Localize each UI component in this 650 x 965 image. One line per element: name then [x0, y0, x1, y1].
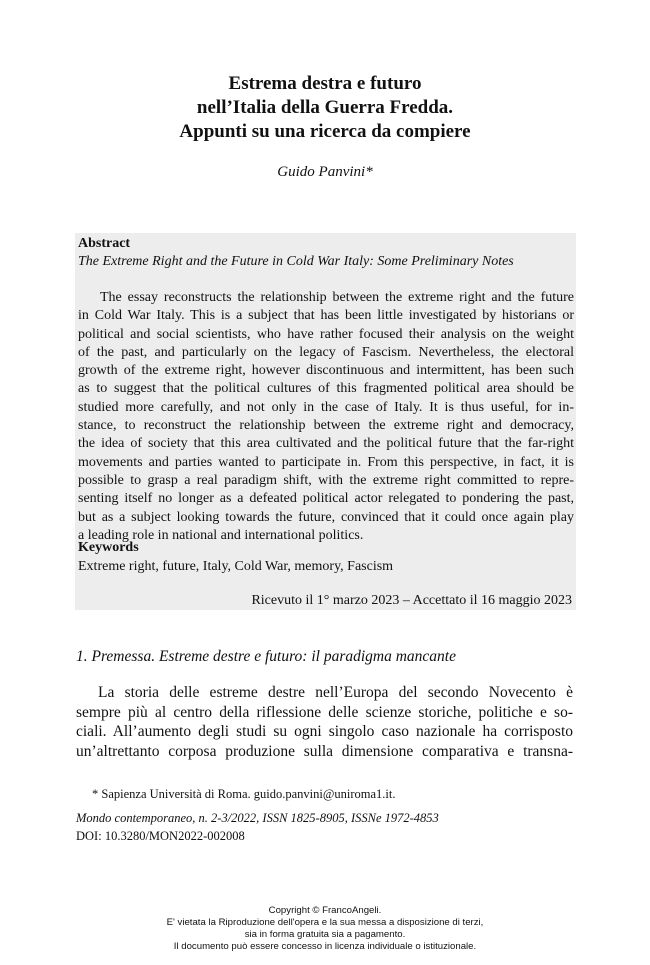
- copyright-line: Copyright © FrancoAngeli.: [268, 905, 382, 916]
- abstract-box: [75, 233, 576, 610]
- title-line-3: Appunti su una ricerca da compiere: [179, 121, 471, 142]
- abstract-body: [78, 289, 574, 545]
- copyright-line: sia in forma gratuita sia a pagamento.: [244, 929, 406, 940]
- abstract-line: of the past, and particularly on the legacy of Fascism. Nevertheless, the electoral: [78, 344, 574, 360]
- section-heading: [76, 648, 456, 666]
- article-title: [0, 72, 650, 144]
- abstract-line: a leading role in national and international politics.: [78, 527, 364, 543]
- body-paragraph: [76, 683, 573, 761]
- section-title-main: Premessa. Estreme destre e futuro: [91, 648, 303, 665]
- author-name: Guido Panvini*: [277, 164, 373, 180]
- abstract-line: growth of the extreme right, however discontinuous and intermittent, has been such: [78, 363, 574, 379]
- copyright-line: Il documento può essere concesso in licenza individuale o istituzionale.: [173, 941, 477, 952]
- copyright-line: E' vietata la Riproduzione dell'opera e la sua messa a disposizione di terzi,: [166, 917, 484, 928]
- abstract-line: The essay reconstructs the relationship between the extreme right and the future: [100, 290, 574, 305]
- abstract-line: political and social scientists, who have rather focused their analysis on the weight: [78, 326, 574, 342]
- abstract-line: as to suggest that the political cultures of this fragmented political area should be: [78, 381, 574, 397]
- abstract-line: stance, to reconstruct the relationship between the extreme right and democracy,: [78, 418, 574, 434]
- abstract-line: possible to grasp a real paradigm shift, with the extreme right committed to repre-: [78, 472, 574, 488]
- title-line-2: nell’Italia della Guerra Fredda.: [196, 97, 454, 118]
- abstract-heading: Abstract: [78, 236, 131, 251]
- abstract-line: the idea of society that this area cultivated and the political future that the far-right: [78, 436, 574, 452]
- abstract-line: movements and parties wanted to participate in. From this perspective, in fact, it is: [78, 454, 574, 470]
- doi: DOI: 10.3280/MON2022-002008: [76, 829, 245, 843]
- section-number: 1.: [76, 648, 88, 665]
- journal-info: Mondo contemporaneo, n. 2-3/2022, ISSN 1825-8905, ISSNe 1972-4853: [76, 811, 439, 825]
- copyright-notice: [0, 905, 650, 953]
- abstract-line: studied more carefully, and not only in the case of Italy. It is thus useful, for in-: [78, 399, 574, 415]
- body-line: La storia delle estreme destre nell’Europa del secondo Novecento è: [98, 684, 573, 701]
- abstract-subtitle: The Extreme Right and the Future in Cold War Italy: Some Preliminary Notes: [78, 254, 514, 269]
- author-footnote: * Sapienza Università di Roma. guido.panvini@uniroma1.it.: [92, 787, 396, 801]
- keywords-list: Extreme right, future, Italy, Cold War, memory, Fascism: [78, 559, 394, 574]
- abstract-line: but as a subject looking towards the future, convinced that it could once again play: [78, 509, 574, 525]
- body-line: un’altrettanto corposa produzione sulla dimensione comparativa e transna-: [76, 742, 573, 760]
- body-line: ciali. All’aumento degli studi su ogni singolo caso nazionale ha corrisposto: [76, 723, 573, 740]
- abstract-line: in Cold War Italy. This is a subject that has been little investigated by historians or: [78, 308, 574, 324]
- body-line: sempre più al centro della riflessione delle scienze storiche, politiche e so-: [76, 703, 573, 721]
- title-line-1: Estrema destra e futuro: [228, 73, 422, 94]
- received-accepted-dates: Ricevuto il 1° marzo 2023 – Accettato il 16 maggio 2023: [251, 593, 572, 608]
- abstract-line: senting itself no longer as a defeated political actor relegated to pondering the past,: [78, 491, 574, 507]
- keywords-heading: Keywords: [78, 540, 139, 555]
- section-title-rest: : il paradigma mancante: [302, 648, 456, 665]
